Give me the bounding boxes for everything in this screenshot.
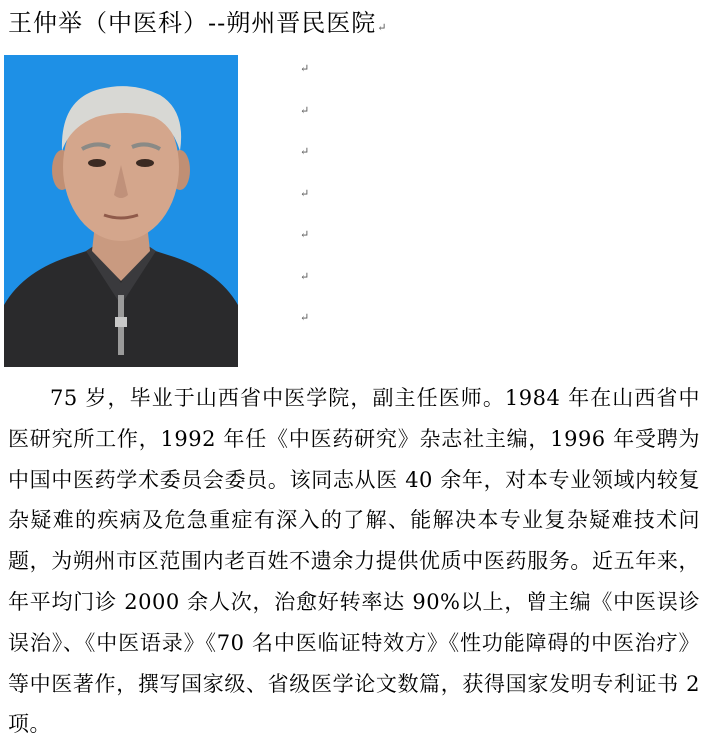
paragraph-mark-icon: ↵ bbox=[300, 103, 310, 117]
doctor-photo bbox=[4, 55, 238, 367]
paragraph-mark-icon: ↵ bbox=[300, 145, 310, 158]
biography-paragraph: 75 岁，毕业于山西省中医学院，副主任医师。1984 年在山西省中医研究所工作，1992 年任《中医药研究》杂志社主编，1996 年受聘为中国中医药学术委员会委员。该同志从医 40 余年，对本专业领域内较复杂疑难的疾病及危急重症有深入的了解、能解决本专业复杂疑难技术问题，为朔州市区范围内老百姓不遗余力提供优质中医药服务。近五年来，年平均门诊 2000 余人次，治愈好转率达 90%以上，曾主编《中医误诊误治》、《中医语录》《70 名中医临证特效方》《性功能障碍的中医治疗》等中医著作，撰写国家级、省级医学论文数篇，获得国家发明专利证书 2 项。 bbox=[8, 386, 700, 737]
paragraph-mark-icon: ↵ bbox=[377, 21, 388, 34]
paragraph-mark-icon: ↵ bbox=[300, 186, 310, 200]
paragraph-mark-icon: ↵ bbox=[300, 62, 310, 75]
page-title bbox=[8, 6, 387, 45]
paragraph-marks bbox=[300, 62, 320, 353]
paragraph-mark-icon: ↵ bbox=[300, 228, 310, 241]
title-text: 王仲举（中医科）--朔州晋民医院 bbox=[8, 9, 377, 37]
paragraph-mark-icon: ↵ bbox=[300, 311, 310, 324]
paragraph-mark-icon: ↵ bbox=[300, 269, 310, 283]
doctor-portrait-icon bbox=[4, 55, 238, 367]
